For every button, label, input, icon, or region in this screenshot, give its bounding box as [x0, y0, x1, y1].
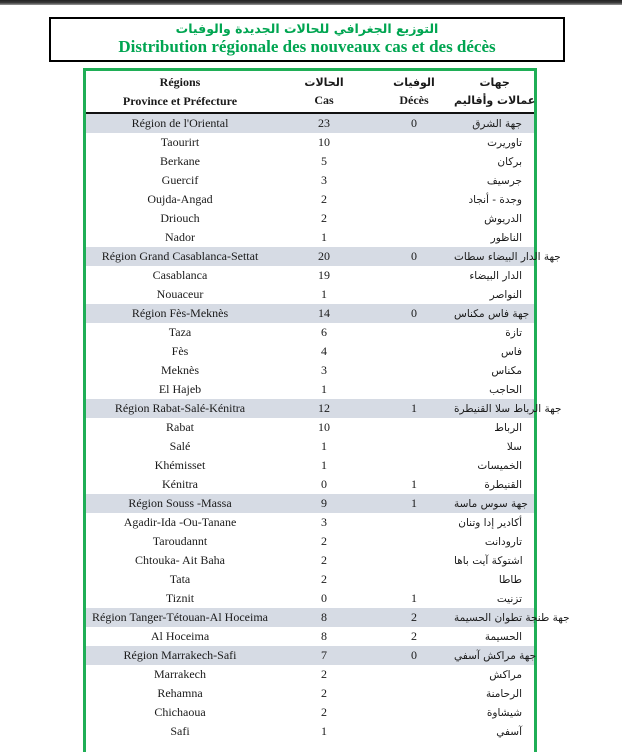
table-row [86, 703, 534, 722]
table-row [86, 133, 534, 152]
table-row [86, 114, 534, 133]
row-name-ar: تازة [505, 326, 522, 339]
row-cas: 2 [321, 534, 327, 548]
page-top-edge-bar [0, 0, 622, 5]
row-name: Khémisset [154, 458, 206, 472]
header-arabic-line1: جهات [479, 76, 510, 90]
row-cas: 0 [321, 477, 327, 491]
row-name-ar: تارودانت [484, 535, 522, 548]
row-cas: 10 [318, 135, 330, 149]
row-name: Casablanca [152, 268, 208, 282]
row-cas: 3 [321, 515, 327, 529]
row-name-ar: جهة سوس ماسة [454, 497, 528, 510]
row-name-ar: جرسيف [486, 174, 522, 187]
table-row [86, 209, 534, 228]
row-name: Taourirt [160, 135, 200, 149]
table-row [86, 247, 561, 266]
row-cas: 10 [318, 420, 330, 434]
table-row [86, 190, 534, 209]
row-name: Agadir-Ida -Ou-Tanane [123, 515, 237, 529]
row-name: Berkane [160, 154, 200, 168]
row-name: Safi [170, 724, 190, 738]
row-name-ar: جهة الدار البيضاء سطات [454, 250, 561, 263]
table-row [86, 684, 534, 703]
document-title-french: Distribution régionale des nouveaux cas et des décès [118, 37, 496, 57]
row-name-ar: الدار البيضاء [469, 269, 522, 282]
row-name-ar: اشتوكة آيت باها [454, 554, 523, 567]
row-cas: 3 [321, 173, 327, 187]
row-cas: 2 [321, 667, 327, 681]
row-name: Tiznit [165, 591, 195, 605]
table-row [86, 285, 534, 304]
table-row [86, 589, 534, 608]
header-deces [374, 74, 454, 110]
table-row [86, 608, 570, 627]
row-name: El Hajeb [158, 382, 202, 396]
table-row [86, 532, 534, 551]
header-cas-arabic: الحالات [304, 75, 344, 89]
row-name-ar: الخميسات [477, 459, 522, 472]
row-name-ar: جهة طنجة تطوان الحسيمة [454, 611, 570, 624]
row-cas: 1 [321, 287, 327, 301]
document-title-arabic: التوزيع الجغرافي للحالات الجديدة والوفيات [175, 21, 439, 37]
row-name: Chichaoua [154, 705, 206, 719]
row-cas: 2 [321, 211, 327, 225]
row-cas: 19 [318, 268, 330, 282]
row-cas: 0 [321, 591, 327, 605]
row-name: Rehamna [157, 686, 203, 700]
table-row [86, 665, 534, 684]
header-deces-french: Décès [399, 92, 429, 107]
table-row [86, 475, 534, 494]
table-row [86, 494, 534, 513]
row-deces: 0 [411, 648, 417, 662]
row-deces: 1 [411, 591, 417, 605]
row-name: Nador [165, 230, 195, 244]
row-name-ar: شيشاوة [486, 706, 522, 719]
row-name: Chtouka- Ait Baha [135, 553, 225, 567]
row-cas: 23 [318, 116, 330, 130]
header-regions-line1: Régions [159, 74, 201, 89]
distribution-table [83, 68, 570, 752]
table-row [86, 323, 534, 342]
row-deces: 1 [411, 477, 417, 491]
table-row [86, 513, 534, 532]
row-cas: 3 [321, 363, 327, 377]
table-row [86, 437, 534, 456]
row-name-ar: الناظور [490, 231, 522, 244]
row-deces: 1 [411, 401, 417, 415]
row-name: Marrakech [154, 667, 206, 681]
table-row [86, 418, 534, 437]
row-name-ar: طاطا [498, 573, 522, 586]
table-body [86, 114, 570, 741]
row-name: Région de l'Oriental [131, 116, 229, 130]
header-regions [86, 73, 274, 110]
row-deces: 0 [411, 306, 417, 320]
row-cas: 4 [321, 344, 327, 358]
table-row [86, 152, 534, 171]
row-cas: 14 [318, 306, 330, 320]
row-name-ar: الرباط [494, 421, 522, 434]
row-name: Tata [169, 572, 191, 586]
row-cas: 6 [321, 325, 327, 339]
row-deces: 0 [411, 249, 417, 263]
row-cas: 8 [321, 629, 327, 643]
row-cas: 1 [321, 382, 327, 396]
row-cas: 8 [321, 610, 327, 624]
row-name: Kénitra [162, 477, 198, 491]
row-name-ar: آسفي [496, 725, 522, 738]
row-name: Meknès [161, 363, 199, 377]
row-deces: 0 [411, 116, 417, 130]
row-deces: 2 [411, 610, 417, 624]
title-box [49, 17, 565, 62]
row-name: Salé [169, 439, 191, 453]
table-row [86, 456, 534, 475]
table-row [86, 399, 562, 418]
row-deces: 1 [411, 496, 417, 510]
table-row [86, 228, 534, 247]
row-name-ar: وجدة - أنجاد [468, 193, 522, 206]
row-cas: 1 [321, 230, 327, 244]
row-cas: 2 [321, 705, 327, 719]
row-cas: 1 [321, 724, 327, 738]
row-name: Région Grand Casablanca-Settat [101, 249, 259, 263]
table-row [86, 266, 534, 285]
row-name-ar: أكادير إدا وتنان [458, 516, 522, 529]
row-name: Fès [171, 344, 189, 358]
row-cas: 2 [321, 572, 327, 586]
table-header-row [86, 71, 534, 114]
row-name: Driouch [160, 211, 200, 225]
row-deces: 2 [411, 629, 417, 643]
row-cas: 1 [321, 439, 327, 453]
row-name-ar: فاس [500, 345, 522, 358]
table-row [86, 722, 534, 741]
row-name: Nouaceur [156, 287, 204, 301]
table-row [86, 570, 534, 589]
row-name: Région Fès-Meknès [131, 306, 229, 320]
row-cas: 1 [321, 458, 327, 472]
row-name: Guercif [161, 173, 199, 187]
row-name-ar: الحسيمة [484, 630, 522, 643]
table-row [86, 551, 534, 570]
row-cas: 9 [321, 496, 327, 510]
row-name-ar: مكناس [491, 364, 522, 377]
table-row [86, 627, 534, 646]
row-name: Région Tanger-Tétouan-Al Hoceima [92, 610, 268, 624]
row-name-ar: مراكش [489, 668, 522, 681]
header-deces-arabic: الوفيات [393, 75, 435, 89]
row-name: Rabat [166, 420, 194, 434]
row-cas: 12 [318, 401, 330, 415]
header-cas-french: Cas [314, 92, 334, 107]
row-cas: 2 [321, 192, 327, 206]
row-name-ar: جهة مراكش آسفي [454, 649, 537, 662]
row-name-ar: تاوريرت [487, 136, 522, 149]
row-cas: 7 [321, 648, 327, 662]
row-name-ar: النواصر [489, 288, 522, 301]
table-row [86, 171, 534, 190]
row-name: Al Hoceima [150, 629, 210, 643]
row-name-ar: القنيطرة [484, 478, 522, 491]
row-name-ar: بركان [497, 155, 522, 168]
table-row [86, 380, 534, 399]
header-cas [274, 74, 374, 110]
row-name-ar: سلا [506, 440, 522, 453]
row-name-ar: الحاجب [489, 383, 522, 396]
table-row [86, 646, 537, 665]
row-name-ar: جهة فاس مكناس [454, 307, 530, 320]
header-arabic-line2: عمالات وأقاليم [454, 93, 536, 107]
header-arabic-column [454, 74, 535, 108]
row-name-ar: الرحامنة [485, 687, 522, 700]
row-cas: 2 [321, 553, 327, 567]
row-name-ar: جهة الشرق [472, 117, 522, 130]
row-name: Région Souss -Massa [128, 496, 232, 510]
row-name-ar: الدريوش [484, 212, 522, 225]
row-cas: 2 [321, 686, 327, 700]
header-regions-line2: Province et Préfecture [122, 93, 238, 108]
row-name-ar: تزنيت [496, 592, 522, 605]
row-name: Région Rabat-Salé-Kénitra [114, 401, 246, 415]
row-name: Oujda-Angad [147, 192, 213, 206]
table-row [86, 361, 534, 380]
row-cas: 20 [318, 249, 330, 263]
row-name: Taroudannt [152, 534, 208, 548]
table-row [86, 304, 534, 323]
row-name: Région Marrakech-Safi [123, 648, 237, 662]
row-name: Taza [168, 325, 192, 339]
row-cas: 5 [321, 154, 327, 168]
row-name-ar: جهة الرباط سلا القنيطرة [454, 402, 562, 415]
table-row [86, 342, 534, 361]
